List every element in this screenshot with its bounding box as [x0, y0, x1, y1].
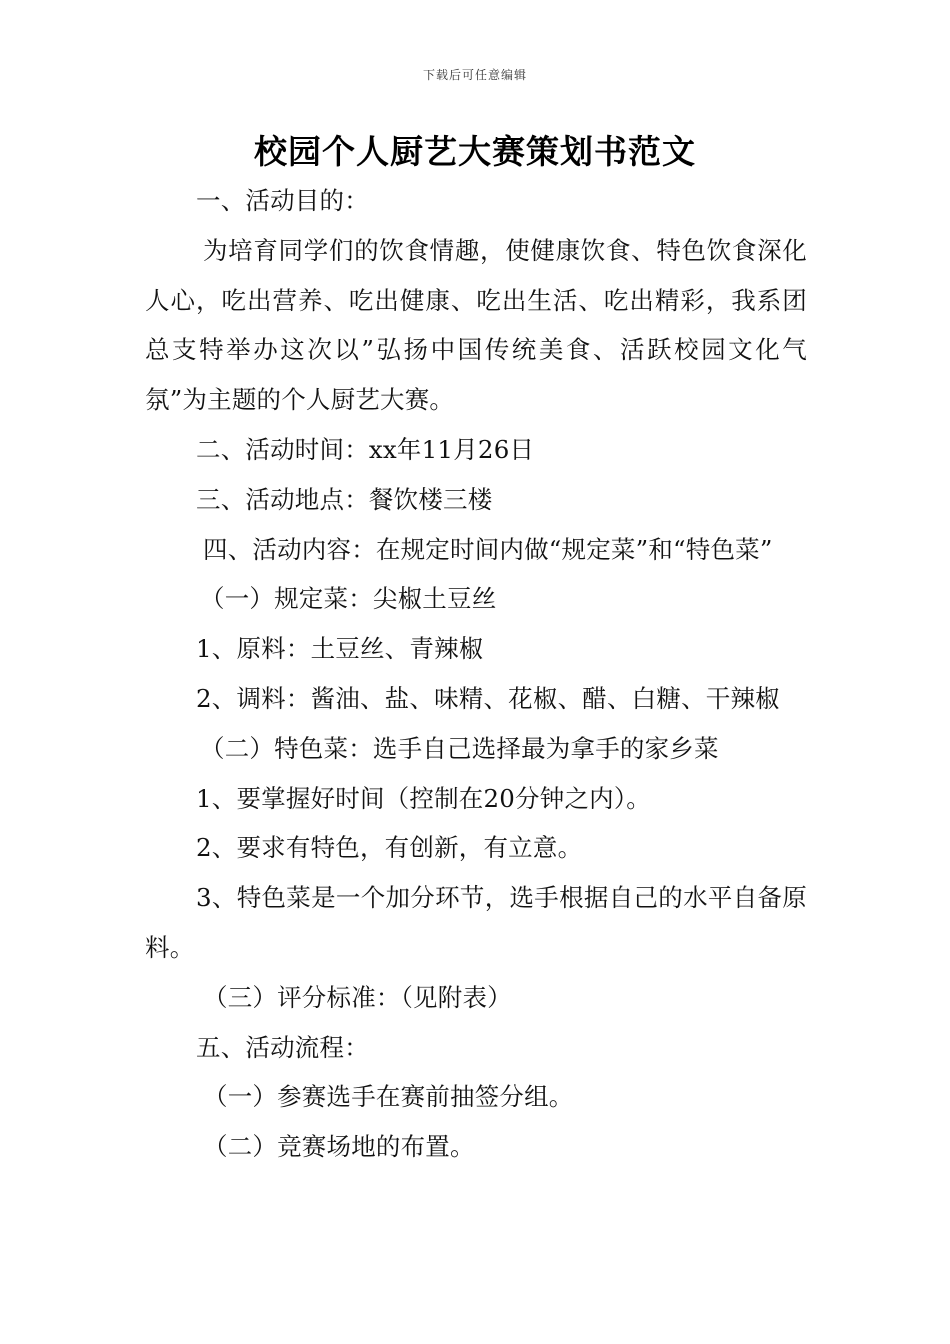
header-note: 下载后可任意编辑 [422, 68, 527, 82]
list-item-time-control: 1、要掌握好时间（控制在20分钟之内）。 [196, 783, 652, 813]
list-item-bonus: 3、特色菜是一个加分环节，选手根据自己的水平自备原料。 [145, 883, 807, 962]
process-step-venue: （二）竞赛场地的布置。 [203, 1132, 475, 1162]
section-heading-process: 五、活动流程： [196, 1032, 369, 1062]
section-heading-content: 四、活动内容：在规定时间内做“规定菜”和“特色菜” [203, 534, 773, 564]
process-step-draw: （一）参赛选手在赛前抽签分组。 [203, 1082, 574, 1112]
section-heading-purpose: 一、活动目的： [196, 186, 369, 215]
document-body [145, 176, 807, 1172]
document-title: 校园个人厨艺大赛策划书范文 [254, 132, 696, 171]
subsection-required-dish: （一）规定菜：尖椒土豆丝 [200, 584, 497, 614]
list-item-creativity: 2、要求有特色，有创新，有立意。 [196, 833, 583, 863]
list-item-seasonings: 2、调料：酱油、盐、味精、花椒、醋、白糖、干辣椒 [196, 683, 780, 713]
section-heading-location: 三、活动地点：餐饮楼三楼 [196, 484, 493, 514]
paragraph-purpose-text: 为培育同学们的饮食情趣，使健康饮食、特色饮食深化人心，吃出营养、吃出健康、吃出生活、吃出精彩，我系团总支特举办这次以”弘扬中国传统美食、活跃校园文化气氛”为主题的个人厨艺大赛。 [145, 235, 807, 415]
subsection-scoring: （三）评分标准：（见附表） [203, 982, 512, 1012]
section-heading-time: 二、活动时间：xx年11月26日 [196, 434, 535, 464]
list-item-ingredients: 1、原料：土豆丝、青辣椒 [196, 634, 484, 664]
subsection-signature-dish: （二）特色菜：选手自己选择最为拿手的家乡菜 [200, 733, 719, 763]
